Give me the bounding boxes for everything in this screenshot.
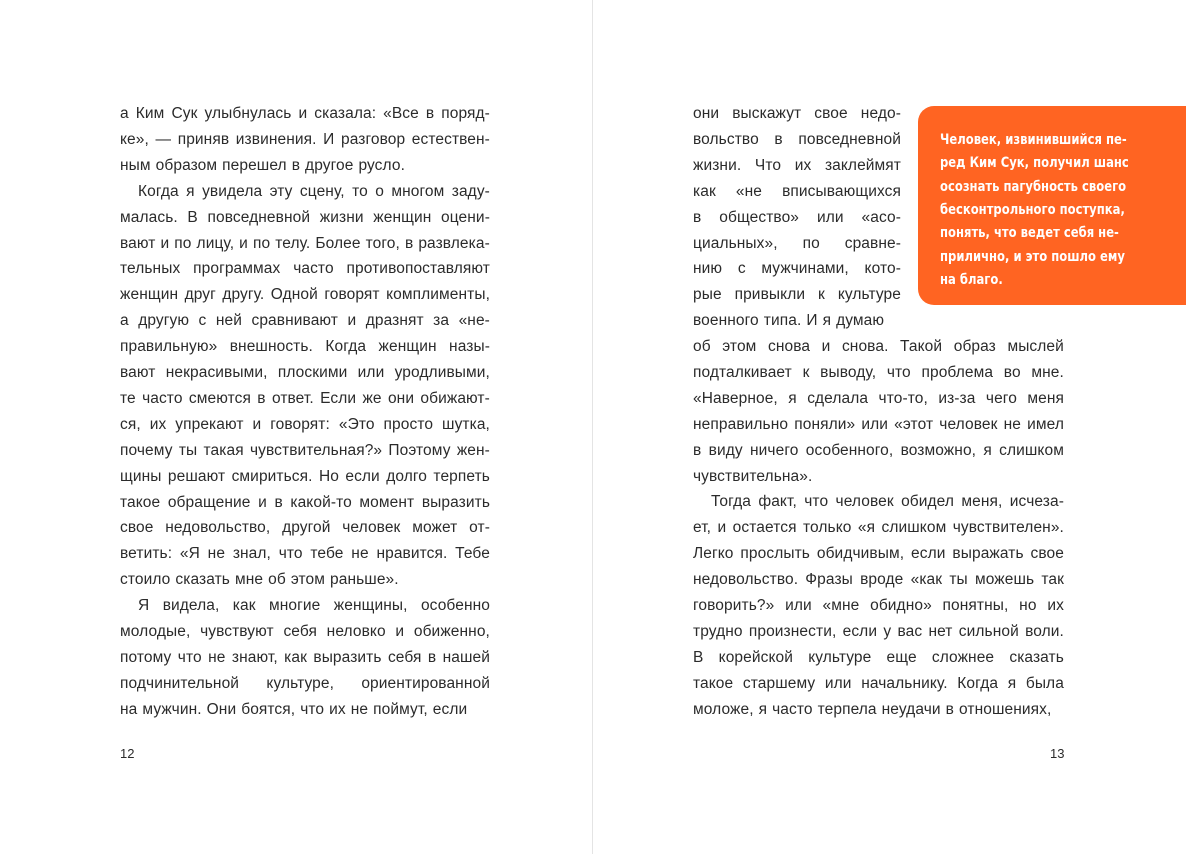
page-number-right: 13 [1050,746,1065,761]
text-line: вают и по лицу, и по телу. Более того, в развлека- [120,234,490,252]
text-line: нию с мужчинами, кото- [693,260,901,278]
text-line: вольство в повседневной [693,130,901,148]
text-line: такое старшему или начальнику. Когда я была [693,674,1064,692]
text-line: а Ким Сук улыбнулась и сказала: «Все в поряд- [120,105,490,122]
text-line: Когда я увидела эту сцену, то о многом заду- [138,182,490,200]
text-line: стоило сказать мне об этом раньше». [120,571,399,589]
text-line: Легко прослыть обидчивым, если выражать свое [693,545,1064,563]
pull-quote-line: осознать пагубность своего [940,178,1127,195]
text-line: на мужчин. Они боятся, что их не поймут, если [120,700,468,718]
text-line: В корейской культуре еще сложнее сказать [693,648,1064,666]
text-line: молодые, чувствуют себя неловко и обиженно, [120,623,490,640]
text-line: жизни. Что их заклеймят [693,156,901,174]
text-line: военного типа. И я думаю [693,312,885,330]
text-line: об этом снова и снова. Такой образ мыслей [693,338,1064,355]
text-line: малась. В повседневной жизни женщин оцени- [120,208,490,226]
text-line: рые привыкли к культуре [693,286,901,304]
text-line: подчинительной культуре, ориентированной [120,674,490,692]
text-line: свое недовольство, другой человек может от- [120,519,490,537]
text-line: потому что не знают, как выразить себя в нашей [120,648,490,666]
text-line: они выскажут свое недо- [693,105,901,122]
text-line: такое обращение и в какой-то момент выразить [120,493,490,511]
pull-quote-line: прилично, и это пошло ему [940,248,1125,265]
text-line: трудно произнести, если у вас нет сильной воли. [693,622,1064,640]
text-line: чувствительна». [693,467,813,485]
text-line: недовольство. Фразы вроде «как ты можешь так [693,571,1064,589]
text-line: говорить?» или «мне обидно» понятны, но их [693,597,1064,614]
text-line: ветить: «Я не знал, что тебе не нравится. Тебе [120,545,490,563]
text-line: щины решают смириться. Но если долго терпеть [120,467,490,485]
pull-quote-callout [918,106,1186,305]
text-line: неправильно поняли» или «этот человек не имел [693,415,1064,433]
pull-quote-line: понять, что ведет себя не- [940,225,1119,242]
text-line: правильную» внешность. Когда женщин назы- [120,338,490,356]
text-line: ет, и остается только «я слишком чувствителен». [693,519,1064,537]
text-line: ным образом перешел в другое русло. [120,156,405,174]
pull-quote-line: на благо. [940,271,1003,288]
text-line: тельных программах часто противопоставляют [120,260,490,278]
text-line: ся, их упрекают и говорят: «Это просто шутка, [120,415,490,433]
text-line: циальных», по сравне- [693,234,901,252]
text-line: моложе, я часто терпела неудачи в отношениях, [693,700,1052,718]
text-line: те часто смеются в ответ. Если же они обижают- [120,389,490,407]
text-line: женщин друг другу. Одной говорят комплименты, [120,286,490,304]
text-line: в общество» или «асо- [693,208,901,226]
pull-quote-line: бесконтрольного поступка, [940,201,1125,218]
text-line: а другую с ней сравнивают и дразнят за «не- [120,312,490,330]
text-line: Тогда факт, что человек обидел меня, исчеза- [711,493,1064,511]
pull-quote-line: Человек, извинившийся пе- [940,132,1127,148]
text-line: «Наверное, я сделала что-то, из-за чего меня [693,389,1064,407]
text-line: в виду ничего особенного, возможно, я слишком [693,441,1064,459]
text-line: подталкивает к выводу, что проблема во мне. [693,363,1064,381]
text-line: почему ты такая чувствительная?» Поэтому жен- [120,441,490,459]
pull-quote-line: ред Ким Сук, получил шанс [940,155,1129,172]
text-line: ке», — приняв извинения. И разговор естествен- [120,130,490,148]
page-number-left: 12 [120,746,135,761]
text-line: Я видела, как многие женщины, особенно [138,597,490,615]
text-line: как «не вписывающихся [693,182,901,200]
text-line: вают некрасивыми, плоскими или уродливыми, [120,364,490,381]
